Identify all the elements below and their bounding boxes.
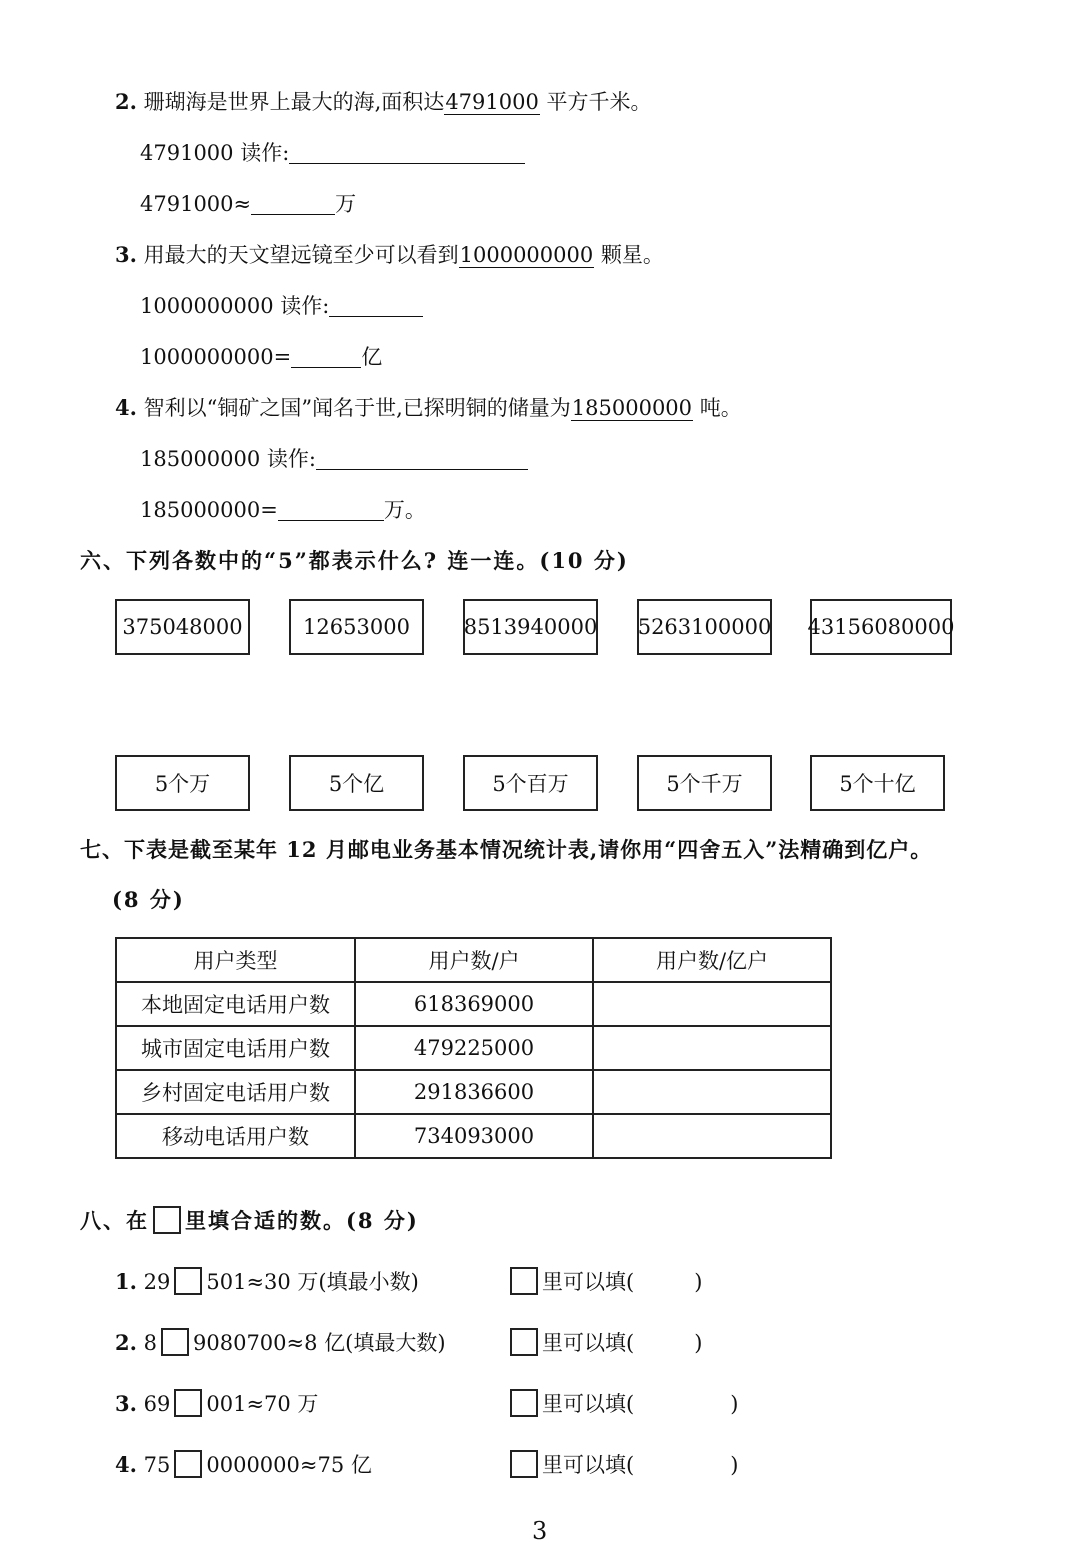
fill-label: 里可以填( [542, 1270, 635, 1294]
fill-label: 里可以填( [542, 1392, 635, 1416]
question-2 [115, 88, 652, 116]
fill-item-4 [115, 1450, 372, 1479]
answer-cell[interactable] [593, 1070, 831, 1114]
item-prefix: 69 [143, 1392, 171, 1416]
section-7-heading: 七、下表是截至某年 12 月邮电业务基本情况统计表,请你用“四舍五入”法精确到亿户。 [80, 837, 933, 862]
digit-box[interactable] [161, 1328, 189, 1356]
table-row [116, 1114, 831, 1158]
unit-label: 万。 [383, 498, 426, 522]
q3-read-row [140, 292, 423, 320]
meaning-box[interactable]: 5个千万 [637, 755, 772, 811]
question-text: 珊瑚海是世界上最大的海,面积达 [143, 90, 445, 114]
digit-box[interactable] [174, 1389, 202, 1417]
number-box[interactable]: 43156080000 [810, 599, 952, 655]
user-type-cell: 本地固定电话用户数 [116, 982, 355, 1026]
number-box[interactable]: 5263100000 [637, 599, 772, 655]
q2-read-row [140, 139, 525, 167]
read-label: 4791000 读作: [140, 141, 290, 165]
section-8-heading [80, 1206, 419, 1235]
page-number: 3 [532, 1517, 548, 1545]
read-label: 185000000 读作: [140, 447, 316, 471]
question-3 [115, 241, 664, 269]
unit-label: 万 [335, 192, 357, 216]
question-number: 2. [115, 89, 137, 114]
question-text-end: 吨。 [693, 396, 742, 420]
answer-blank[interactable] [316, 447, 528, 470]
heading-part: 八、在 [80, 1208, 149, 1233]
question-number: 3. [115, 242, 137, 267]
user-count-cell: 291836600 [355, 1070, 593, 1114]
table-header-row [116, 938, 831, 982]
column-header: 用户数/户 [355, 938, 593, 982]
question-text-end: 颗星。 [594, 243, 664, 267]
q4-eq-row [140, 496, 426, 524]
meaning-box[interactable]: 5个万 [115, 755, 250, 811]
item-suffix: 0000000≈75 亿 [206, 1453, 372, 1477]
underlined-number: 4791000 [445, 90, 539, 114]
answer-cell[interactable] [593, 982, 831, 1026]
fill-answer-4 [510, 1450, 738, 1479]
number-box[interactable]: 375048000 [115, 599, 250, 655]
answer-blank[interactable] [278, 498, 384, 521]
table-row [116, 1070, 831, 1114]
item-prefix: 75 [143, 1453, 171, 1477]
number-box[interactable]: 12653000 [289, 599, 424, 655]
user-type-cell: 乡村固定电话用户数 [116, 1070, 355, 1114]
item-number: 1. [115, 1269, 137, 1294]
q4-read-row [140, 445, 528, 473]
fill-item-3 [115, 1389, 318, 1418]
answer-blank[interactable] [291, 345, 361, 368]
box-symbol [510, 1450, 538, 1478]
box-symbol [510, 1328, 538, 1356]
underlined-number: 185000000 [571, 396, 693, 420]
underlined-number: 1000000000 [459, 243, 594, 267]
box-symbol [510, 1267, 538, 1295]
item-suffix: 9080700≈8 亿(填最大数) [193, 1331, 446, 1355]
eq-label: 1000000000= [140, 345, 292, 369]
answer-blank[interactable] [289, 141, 525, 164]
table-row [116, 982, 831, 1026]
item-suffix: 501≈30 万(填最小数) [206, 1270, 419, 1294]
answer-cell[interactable] [593, 1114, 831, 1158]
user-type-cell: 城市固定电话用户数 [116, 1026, 355, 1070]
item-number: 3. [115, 1391, 137, 1416]
number-box[interactable]: 8513940000 [463, 599, 598, 655]
column-header: 用户数/亿户 [593, 938, 831, 982]
fill-label: 里可以填( [542, 1453, 635, 1477]
approx-label: 4791000≈ [140, 192, 252, 216]
q2-approx-row [140, 190, 356, 218]
digit-box[interactable] [174, 1267, 202, 1295]
meaning-box[interactable]: 5个百万 [463, 755, 598, 811]
answer-blank[interactable] [251, 192, 335, 215]
meaning-box[interactable]: 5个十亿 [810, 755, 945, 811]
statistics-table [115, 937, 832, 1159]
table-row [116, 1026, 831, 1070]
digit-box[interactable] [174, 1450, 202, 1478]
question-text: 用最大的天文望远镜至少可以看到 [143, 243, 459, 267]
fill-label: 里可以填( [542, 1331, 635, 1355]
user-type-cell: 移动电话用户数 [116, 1114, 355, 1158]
question-4 [115, 394, 742, 422]
item-prefix: 29 [143, 1270, 171, 1294]
answer-cell[interactable] [593, 1026, 831, 1070]
item-number: 2. [115, 1330, 137, 1355]
item-suffix: 001≈70 万 [206, 1392, 319, 1416]
fill-item-2 [115, 1328, 446, 1357]
heading-part: 里填合适的数。(8 分) [185, 1208, 419, 1233]
read-label: 1000000000 读作: [140, 294, 330, 318]
unit-label: 亿 [361, 345, 383, 369]
q3-eq-row [140, 343, 382, 371]
fill-answer-1 [510, 1267, 702, 1296]
item-prefix: 8 [143, 1331, 157, 1355]
close-paren: ) [694, 1331, 703, 1355]
close-paren: ) [730, 1453, 739, 1477]
eq-label: 185000000= [140, 498, 278, 522]
fill-answer-2 [510, 1328, 702, 1357]
section-6-heading: 六、下列各数中的“5”都表示什么? 连一连。(10 分) [80, 548, 629, 573]
close-paren: ) [694, 1270, 703, 1294]
question-text: 智利以“铜矿之国”闻名于世,已探明铜的储量为 [143, 396, 571, 420]
user-count-cell: 734093000 [355, 1114, 593, 1158]
user-count-cell: 479225000 [355, 1026, 593, 1070]
box-symbol [153, 1206, 181, 1234]
close-paren: ) [730, 1392, 739, 1416]
meaning-box[interactable]: 5个亿 [289, 755, 424, 811]
question-number: 4. [115, 395, 137, 420]
box-symbol [510, 1389, 538, 1417]
question-text-end: 平方千米。 [539, 90, 652, 114]
item-number: 4. [115, 1452, 137, 1477]
fill-item-1 [115, 1267, 419, 1296]
fill-answer-3 [510, 1389, 738, 1418]
column-header: 用户类型 [116, 938, 355, 982]
answer-blank[interactable] [329, 294, 423, 317]
user-count-cell: 618369000 [355, 982, 593, 1026]
section-7-points: (8 分) [112, 887, 185, 912]
